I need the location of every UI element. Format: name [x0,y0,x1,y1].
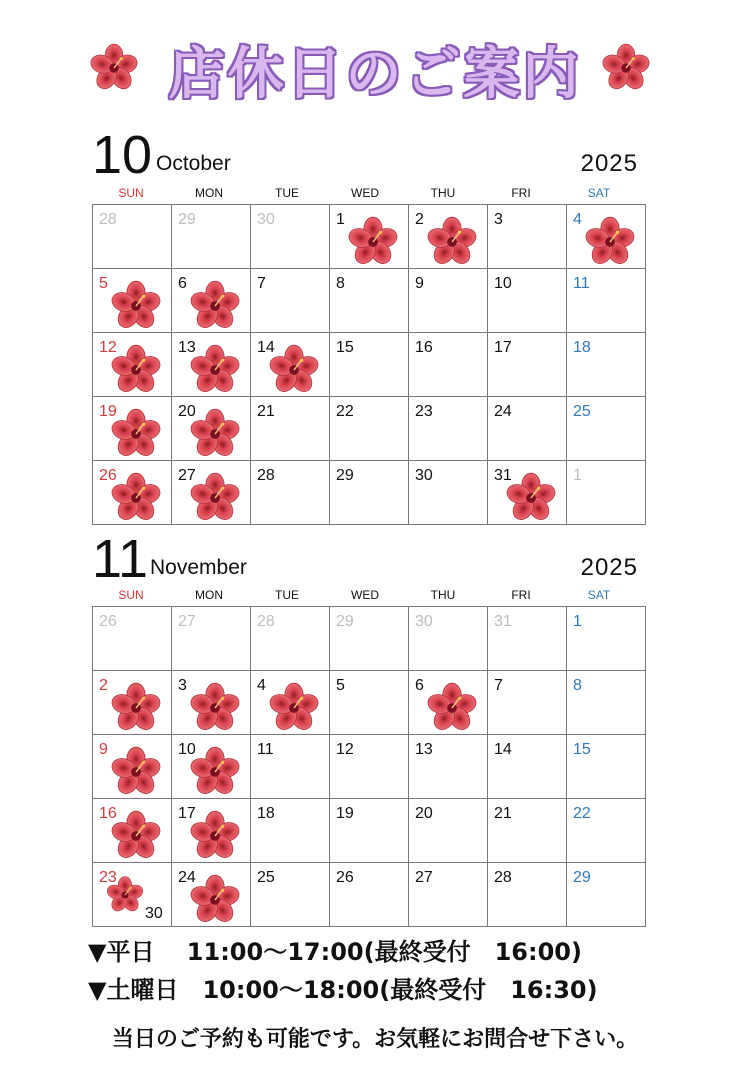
day-number: 26 [99,467,117,484]
calendar-day-cell [251,397,330,461]
calendar-day-cell [488,397,567,461]
weekday-header [92,588,638,602]
calendar-day-cell [251,735,330,799]
calendar-day-cell [172,205,251,269]
day-number: 11 [573,275,590,292]
day-number: 12 [336,741,354,758]
day-number: 27 [178,467,196,484]
hibiscus-holiday-icon [425,681,479,735]
day-number: 9 [415,275,424,292]
weekday-label: TUE [275,186,299,200]
day-number: 29 [178,211,196,228]
calendar-day-cell [172,863,251,927]
month-name: November [150,556,247,579]
day-number: 24 [494,403,512,420]
day-number: 25 [573,403,591,420]
day-number: 9 [99,741,108,758]
day-number: 7 [494,677,503,694]
weekday-label: MON [195,588,223,602]
year: 2025 [580,150,638,177]
day-number: 4 [257,677,266,694]
day-number: 18 [257,805,275,822]
hibiscus-holiday-icon [109,343,163,397]
day-number: 22 [573,805,591,822]
day-number: 13 [415,741,433,758]
calendar-day-cell [488,269,567,333]
day-number: 18 [573,339,591,356]
calendar-week [93,397,646,461]
calendar-week [93,607,646,671]
weekday-label: THU [430,186,456,200]
hibiscus-holiday-icon [188,873,242,927]
calendar-day-cell [251,333,330,397]
weekday-label: WED [351,588,379,602]
calendar-day-cell [251,607,330,671]
calendar-day-cell [409,735,488,799]
weekday-label: TUE [275,588,299,602]
calendar-day-cell [251,671,330,735]
hibiscus-holiday-icon [109,407,163,461]
calendar-week [93,269,646,333]
hibiscus-icon [88,42,140,94]
calendar-day-cell [567,799,646,863]
day-number: 29 [573,869,591,886]
calendar-day-cell [409,397,488,461]
day-number: 26 [99,613,117,630]
hibiscus-holiday-icon [583,215,637,269]
calendar-day-cell [488,607,567,671]
calendar-day-cell [330,269,409,333]
calendar-day-cell [567,671,646,735]
calendar-day-cell [172,397,251,461]
day-number: 29 [336,613,354,630]
calendar-week [93,205,646,269]
day-number: 11 [257,741,274,758]
hibiscus-holiday-icon [109,471,163,525]
day-number: 22 [336,403,354,420]
calendar-day-cell [488,205,567,269]
calendar-week [93,333,646,397]
day-number: 23 [99,869,117,886]
calendar-day-cell [409,671,488,735]
calendar-day-cell [93,863,172,927]
calendar-day-cell [93,671,172,735]
day-number: 1 [573,613,582,630]
calendar-day-cell [330,397,409,461]
hibiscus-holiday-icon [188,407,242,461]
weekday-label: FRI [511,186,531,200]
day-number: 15 [573,741,591,758]
day-number: 30 [257,211,275,228]
hibiscus-holiday-icon [267,343,321,397]
day-number-extra: 30 [145,905,163,922]
calendar-day-cell [93,607,172,671]
month-number: 11 [92,529,149,589]
day-number: 20 [415,805,433,822]
calendar-day-cell [251,269,330,333]
day-number: 2 [99,677,108,694]
year: 2025 [580,554,638,581]
calendar-day-cell [93,205,172,269]
day-number: 19 [336,805,354,822]
calendar-day-cell [567,333,646,397]
hibiscus-holiday-icon [267,681,321,735]
hibiscus-holiday-icon [188,279,242,333]
day-number: 26 [336,869,354,886]
calendar-day-cell [330,799,409,863]
day-number: 28 [494,869,512,886]
hibiscus-holiday-icon [188,681,242,735]
day-number: 29 [336,467,354,484]
day-number: 15 [336,339,354,356]
day-number: 24 [178,869,196,886]
calendar-day-cell [330,333,409,397]
calendar-day-cell [93,333,172,397]
hibiscus-holiday-icon [188,809,242,863]
calendar-day-cell [93,799,172,863]
calendar-day-cell [330,607,409,671]
day-number: 1 [573,467,582,484]
month-name: October [156,152,231,175]
day-number: 21 [257,403,275,420]
calendar-day-cell [93,461,172,525]
weekday-header [92,186,638,200]
calendar-day-cell [567,397,646,461]
calendar-day-cell [567,461,646,525]
calendar-day-cell [488,799,567,863]
weekday-label: WED [351,186,379,200]
hibiscus-holiday-icon [109,279,163,333]
calendar-day-cell [172,735,251,799]
calendar-day-cell [172,333,251,397]
hibiscus-holiday-icon [109,681,163,735]
calendar-day-cell [251,863,330,927]
day-number: 31 [494,467,512,484]
day-number: 12 [99,339,117,356]
calendar-day-cell [409,269,488,333]
calendar-day-cell [409,799,488,863]
day-number: 28 [257,467,275,484]
day-number: 8 [573,677,582,694]
calendar-day-cell [409,205,488,269]
hibiscus-holiday-icon [109,809,163,863]
calendar-day-cell [330,461,409,525]
calendar-grid [92,606,646,927]
weekday-label: SUN [118,588,144,602]
calendar-day-cell [488,735,567,799]
calendar-day-cell [172,671,251,735]
calendar-week [93,799,646,863]
day-number: 10 [178,741,196,758]
weekday-label: SAT [587,588,611,602]
day-number: 8 [336,275,345,292]
day-number: 13 [178,339,196,356]
hibiscus-holiday-icon [188,471,242,525]
calendar-day-cell [93,735,172,799]
day-number: 20 [178,403,196,420]
weekday-label: MON [195,186,223,200]
day-number: 5 [99,275,108,292]
day-number: 4 [573,211,582,228]
calendar-day-cell [409,863,488,927]
calendar-day-cell [488,461,567,525]
day-number: 14 [494,741,512,758]
hibiscus-holiday-icon [504,471,558,525]
calendar-day-cell [93,269,172,333]
day-number: 14 [257,339,275,356]
calendar-day-cell [409,333,488,397]
calendar-day-cell [330,671,409,735]
calendar-day-cell [172,607,251,671]
day-number: 19 [99,403,117,420]
hibiscus-holiday-icon [425,215,479,269]
calendar-day-cell [172,269,251,333]
calendar-week [93,735,646,799]
day-number: 17 [494,339,512,356]
day-number: 10 [494,275,512,292]
day-number: 25 [257,869,275,886]
day-number: 28 [257,613,275,630]
calendar-day-cell [251,799,330,863]
calendar-day-cell [172,799,251,863]
weekday-hours: ▼平日 11:00～17:00(最終受付 16:00) [88,938,582,966]
calendar-day-cell [488,863,567,927]
calendar-day-cell [330,735,409,799]
calendar-day-cell [567,269,646,333]
day-number: 27 [415,869,433,886]
calendar-day-cell [251,205,330,269]
reservation-note: 当日のご予約も可能です。お気軽にお問合せ下さい。 [111,1027,639,1052]
page-title: 店休日のご案内 [168,42,582,107]
calendar-day-cell [172,461,251,525]
day-number: 6 [178,275,187,292]
day-number: 3 [178,677,187,694]
calendar-day-cell [330,863,409,927]
calendar-week [93,863,646,927]
day-number: 31 [494,613,512,630]
day-number: 17 [178,805,196,822]
day-number: 21 [494,805,512,822]
day-number: 23 [415,403,433,420]
calendar-day-cell [409,461,488,525]
calendar-day-cell [488,333,567,397]
calendar-day-cell [93,397,172,461]
day-number: 30 [415,613,433,630]
day-number: 28 [99,211,117,228]
calendar-day-cell [409,607,488,671]
calendar-week [93,461,646,525]
calendar-week [93,671,646,735]
day-number: 30 [415,467,433,484]
day-number: 2 [415,211,424,228]
calendar-day-cell [567,205,646,269]
calendar-day-cell [488,671,567,735]
month-number: 10 [92,125,153,185]
calendar-day-cell [567,863,646,927]
hibiscus-holiday-icon [188,343,242,397]
day-number: 27 [178,613,196,630]
calendar-day-cell [567,735,646,799]
day-number: 1 [336,211,345,228]
day-number: 3 [494,211,503,228]
calendar-grid [92,204,646,525]
calendar-day-cell [567,607,646,671]
hibiscus-icon [600,42,652,94]
day-number: 16 [99,805,117,822]
weekday-label: SUN [118,186,144,200]
day-number: 16 [415,339,433,356]
calendar-day-cell [251,461,330,525]
weekday-label: SAT [587,186,611,200]
calendar-day-cell [330,205,409,269]
weekday-label: FRI [511,588,531,602]
saturday-hours: ▼土曜日 10:00～18:00(最終受付 16:30) [88,976,598,1004]
hibiscus-holiday-icon [109,745,163,799]
day-number: 5 [336,677,345,694]
hibiscus-holiday-icon [188,745,242,799]
hibiscus-holiday-icon [346,215,400,269]
day-number: 7 [257,275,266,292]
day-number: 6 [415,677,424,694]
weekday-label: THU [430,588,456,602]
